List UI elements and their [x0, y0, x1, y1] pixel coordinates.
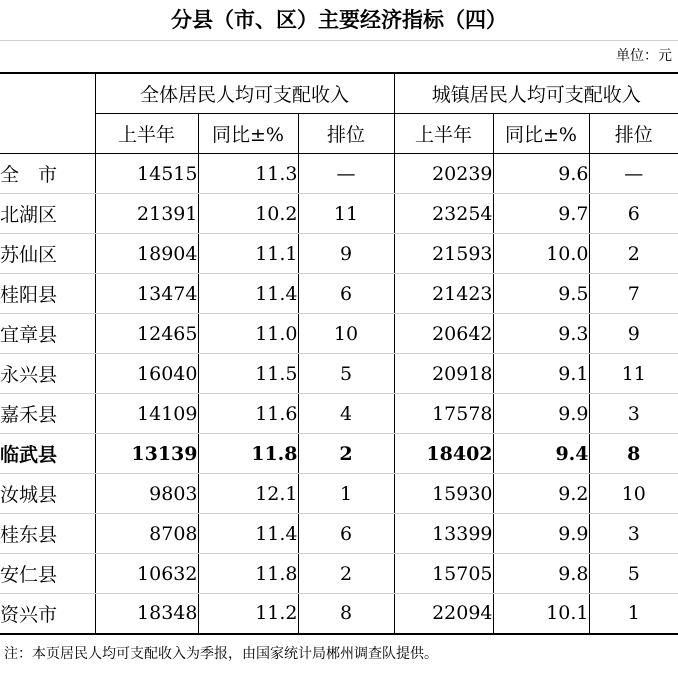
all-yoy-cell: 11.0: [198, 314, 298, 354]
all-yoy-cell: 11.6: [198, 394, 298, 434]
urban-half-year-cell: 23254: [394, 194, 493, 234]
urban-yoy-cell: 9.9: [493, 394, 589, 434]
urban-rank-cell: 3: [589, 514, 678, 554]
table-row: [0, 434, 678, 474]
table-row: [0, 314, 678, 354]
table-row: [0, 554, 678, 594]
region-name-cell: 永兴县: [0, 354, 95, 394]
region-name-cell: 北湖区: [0, 194, 95, 234]
urban-half-year-cell: 21593: [394, 234, 493, 274]
all-half-year-cell: 12465: [95, 314, 198, 354]
col-header-rank: 排位: [298, 114, 394, 154]
all-yoy-cell: 11.4: [198, 514, 298, 554]
urban-half-year-cell: 15705: [394, 554, 493, 594]
all-rank-cell: 2: [298, 434, 394, 474]
urban-yoy-cell: 10.1: [493, 594, 589, 634]
urban-rank-cell: 3: [589, 394, 678, 434]
all-yoy-cell: 11.5: [198, 354, 298, 394]
all-rank-cell: 8: [298, 594, 394, 634]
table-row: [0, 594, 678, 634]
urban-half-year-cell: 15930: [394, 474, 493, 514]
urban-yoy-cell: 9.4: [493, 434, 589, 474]
all-half-year-cell: 18904: [95, 234, 198, 274]
urban-half-year-cell: 18402: [394, 434, 493, 474]
income-table: [0, 72, 678, 635]
table-row: [0, 514, 678, 554]
region-name-cell: 桂东县: [0, 514, 95, 554]
col-header-rank: 排位: [589, 114, 678, 154]
region-name-cell: 桂阳县: [0, 274, 95, 314]
all-yoy-cell: 11.2: [198, 594, 298, 634]
urban-yoy-cell: 9.1: [493, 354, 589, 394]
urban-half-year-cell: 21423: [394, 274, 493, 314]
region-name-cell: 资兴市: [0, 594, 95, 634]
region-name-cell: 嘉禾县: [0, 394, 95, 434]
urban-rank-cell: 6: [589, 194, 678, 234]
urban-yoy-cell: 9.5: [493, 274, 589, 314]
all-half-year-cell: 13474: [95, 274, 198, 314]
region-name-cell: 全 市: [0, 154, 95, 194]
urban-half-year-cell: 20918: [394, 354, 493, 394]
all-half-year-cell: 10632: [95, 554, 198, 594]
all-rank-cell: 5: [298, 354, 394, 394]
all-yoy-cell: 11.4: [198, 274, 298, 314]
urban-rank-cell: 8: [589, 434, 678, 474]
all-half-year-cell: 14515: [95, 154, 198, 194]
region-name-cell: 安仁县: [0, 554, 95, 594]
urban-rank-cell: 9: [589, 314, 678, 354]
region-name-cell: 临武县: [0, 434, 95, 474]
table-row: [0, 394, 678, 434]
all-half-year-cell: 21391: [95, 194, 198, 234]
col-header-yoy: 同比±%: [198, 114, 298, 154]
region-name-cell: 汝城县: [0, 474, 95, 514]
urban-rank-cell: 2: [589, 234, 678, 274]
all-rank-cell: 9: [298, 234, 394, 274]
all-yoy-cell: 10.2: [198, 194, 298, 234]
all-half-year-cell: 18348: [95, 594, 198, 634]
all-half-year-cell: 13139: [95, 434, 198, 474]
col-header-half-year: 上半年: [394, 114, 493, 154]
col-header-half-year: 上半年: [95, 114, 198, 154]
all-half-year-cell: 16040: [95, 354, 198, 394]
all-rank-cell: 2: [298, 554, 394, 594]
urban-yoy-cell: 9.9: [493, 514, 589, 554]
table-row: [0, 354, 678, 394]
urban-yoy-cell: 9.7: [493, 194, 589, 234]
urban-half-year-cell: 22094: [394, 594, 493, 634]
region-name-cell: 苏仙区: [0, 234, 95, 274]
page-title: 分县（市、区）主要经济指标（四）: [0, 0, 678, 41]
all-yoy-cell: 11.8: [198, 434, 298, 474]
all-half-year-cell: 9803: [95, 474, 198, 514]
urban-half-year-cell: 13399: [394, 514, 493, 554]
all-rank-cell: 4: [298, 394, 394, 434]
all-rank-cell: 10: [298, 314, 394, 354]
table-row: [0, 234, 678, 274]
group-header-all-residents: 全体居民人均可支配收入: [95, 73, 394, 114]
table-row: [0, 274, 678, 314]
urban-half-year-cell: 20642: [394, 314, 493, 354]
all-yoy-cell: 11.3: [198, 154, 298, 194]
urban-half-year-cell: 17578: [394, 394, 493, 434]
region-name-cell: 宜章县: [0, 314, 95, 354]
urban-rank-cell: 1: [627, 602, 640, 625]
all-rank-cell: 11: [298, 194, 394, 234]
table-row: [0, 194, 678, 234]
urban-half-year-cell: 20239: [394, 154, 493, 194]
col-header-yoy: 同比±%: [493, 114, 589, 154]
urban-rank-cell: 7: [589, 274, 678, 314]
urban-yoy-cell: 9.2: [493, 474, 589, 514]
footnote: 注：本页居民人均可支配收入为季报，由国家统计局郴州调查队提供。: [4, 646, 438, 662]
all-yoy-cell: 11.1: [198, 234, 298, 274]
all-half-year-cell: 14109: [95, 394, 198, 434]
table-row: [0, 154, 678, 194]
urban-yoy-cell: 9.3: [493, 314, 589, 354]
urban-rank-cell: 5: [589, 554, 678, 594]
urban-yoy-cell: 10.0: [493, 234, 589, 274]
all-half-year-cell: 8708: [95, 514, 198, 554]
all-rank-cell: 1: [298, 474, 394, 514]
urban-yoy-cell: 9.6: [493, 154, 589, 194]
all-rank-cell: 6: [298, 514, 394, 554]
urban-yoy-cell: 9.8: [493, 554, 589, 594]
all-yoy-cell: 11.8: [198, 554, 298, 594]
urban-rank-cell: 10: [589, 474, 678, 514]
table-row: [0, 474, 678, 514]
all-rank-cell: —: [298, 154, 394, 194]
all-yoy-cell: 12.1: [198, 474, 298, 514]
urban-rank-cell: —: [589, 154, 678, 194]
unit-label: 单位：元: [616, 48, 672, 64]
group-header-urban-residents: 城镇居民人均可支配收入: [394, 73, 678, 114]
all-rank-cell: 6: [298, 274, 394, 314]
urban-rank-cell: 11: [589, 354, 678, 394]
corner-cell: [0, 73, 95, 154]
